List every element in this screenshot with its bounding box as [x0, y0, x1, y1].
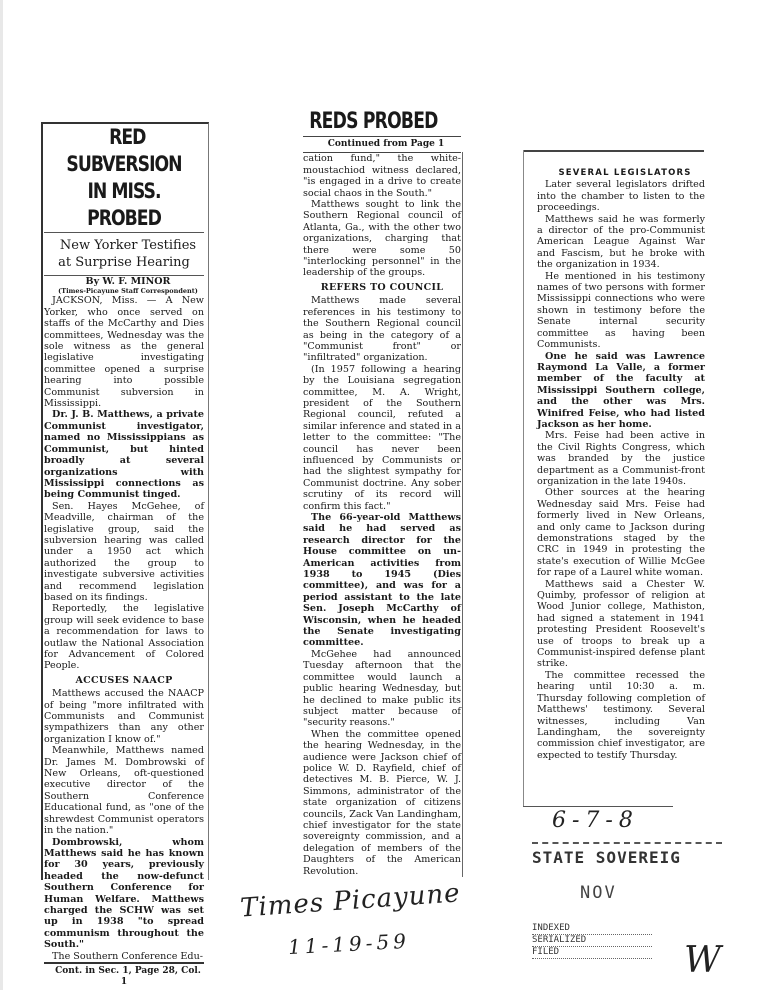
paragraph: When the committee opened the hearing Wednesday, in the audience were Jackson chief of police W. D. Rayfield, chief of detectives M. B. Pierce, W. J. Simmons, administrator of the state organization of citizens councils, Zack Van Landingham, chief investigator for the state sovereignty commission, and a delegation of members of the Daughters of the American Revolution.	[303, 728, 461, 877]
middle-column-rule	[462, 152, 463, 877]
left-article	[44, 124, 204, 989]
stamp-row-filed: FILED	[532, 947, 652, 959]
paragraph: JACKSON, Miss. — A New Yorker, who once served on staffs of the McCarthy and Dies committees, Wednesday was the sole witness as the general legislative investigating committee opened a surprise hearing into possible Communist subversion in Mississippi.	[44, 295, 204, 410]
paragraph: Reportedly, the legislative group will seek evidence to base a recommendation for laws to outlaw the National Association for Advancement of Colored People.	[44, 603, 204, 672]
paragraph: Matthews said a Chester W. Quimby, professor of religion at Wood Junior college, Mathiston, had signed a statement in 1941 protesting President Roosevelt's use of troops to break up a Communist-inspired defense plant strike.	[537, 578, 705, 670]
handwritten-initials: W	[684, 940, 722, 981]
right-subhead: SEVERAL LEGISLATORS	[558, 168, 692, 178]
paragraph: The committee recessed the hearing until 10:30 a. m. Thursday following completion of Matthews' testimony. Several witnesses, including Van Landingham, the sovereignty commission chief investigator, are expected to testify Thursday.	[537, 669, 705, 761]
paragraph: He mentioned in his testimony names of two persons with former Mississippi connections who were shown in testimony before the Senate internal security committee as having been Communists.	[537, 270, 705, 351]
handwritten-date: 6-7-8	[552, 808, 639, 833]
paragraph: Matthews said he was formerly a director of the pro-Communist American League Against War and Fascism, but he broke with the organization in 1934.	[537, 213, 705, 271]
paragraph: The 66-year-old Matthews said he had served as research director for the House committee on un-American activities from 1938 to 1945 (Dies committee), and was for a period assistant to the late Sen. Joseph McCarthy of Wisconsin, when he headed the Senate investigating committee.	[303, 512, 461, 649]
handwritten-paper-name: Times Picayune	[239, 878, 462, 924]
middle-subhead: REFERS TO COUNCIL	[320, 281, 444, 293]
left-jump-line: Cont. in Sec. 1, Page 28, Col. 1	[44, 962, 204, 989]
left-subhead: ACCUSES NAACP	[75, 674, 173, 686]
paragraph: cation fund," the white-moustachiod witness declared, "is engaged in a drive to create social chaos in the South."	[303, 153, 461, 199]
paragraph: Meanwhile, Matthews named Dr. James M. Dombrowski of New Orleans, oft-questioned executive director of the Southern Conference Educational fund, as "one of the shrewdest Communist operators in the nation."	[44, 745, 204, 837]
stamp-title: STATE SOVEREIG	[532, 842, 722, 867]
middle-body-1	[303, 153, 461, 278]
stamp-month: NOV	[580, 883, 617, 903]
paragraph: The Southern Conference Edu-	[52, 950, 203, 962]
middle-article	[303, 108, 461, 877]
paragraph: Mrs. Feise had been active in the Civil Rights Congress, which was branded by the justice department as a Communist-front organization in the late 1940s.	[537, 430, 705, 487]
left-body-2	[44, 688, 204, 962]
left-deck: New Yorker Testifies at Surprise Hearing	[44, 232, 204, 276]
middle-headline: REDS PROBED	[309, 109, 438, 134]
paragraph: Matthews accused the NAACP of being "more infiltrated with Communists and Communist sympathizers than any other organization I know of."	[44, 688, 204, 745]
paragraph: (In 1957 following a hearing by the Louisiana segregation committee, M. A. Wright, president of the Southern Regional council, refuted a similar inference and stated in a letter to the committee: "The council has never been influenced by Communists or had the slightest sympathy for Communist doctrine. Any sober scrutiny of its record will confirm this fact."	[303, 363, 461, 512]
paragraph: Dombrowski, whom Matthews said he has known for 30 years, previously headed the now-defunct Southern Conference for Human Welfare. Matthews charged the SCHW was set up in 1938 "to spread communism throughout the South."	[44, 836, 204, 951]
stamp-row-serialized: SERIALIZED	[532, 935, 652, 947]
paragraph: Dr. J. B. Matthews, a private Communist investigator, named no Mississippians as Communist, but hinted broadly at several organizations with Mississippi connections as being Communist tinged.	[44, 409, 204, 501]
handwritten-clip-date: 11-19-59	[287, 928, 411, 960]
left-agency: (Times-Picayune Staff Correspondent)	[58, 287, 198, 296]
right-column-bottom-rule	[523, 806, 673, 807]
right-column-top-rule	[524, 150, 704, 152]
right-column-left-rule	[523, 150, 524, 806]
right-article	[537, 168, 705, 761]
scan-mark-left	[0, 0, 3, 990]
paragraph: One he said was Lawrence Raymond La Valle, a former member of the faculty at Mississippi Southern college, and the other was Mrs. Winifred Feise, who had listed Jackson as her home.	[537, 350, 705, 430]
paragraph: Other sources at the hearing Wednesday said Mrs. Feise had formerly lived in New Orleans, and only came to Jackson during demonstrations staged by the CRC in 1949 in protesting the state's execution of Willie McGee for rape of a Laurel white woman.	[537, 487, 705, 579]
paragraph: Later several legislators drifted into the chamber to listen to the proceedings.	[537, 179, 705, 214]
paragraph: Matthews made several references in his testimony to the Southern Regional council as being in the category of a "Communist front" or "infiltrated" organization.	[303, 295, 461, 364]
paragraph: Sen. Hayes McGehee, of Meadville, chairman of the legislative group, said the subversion hearing was called under a 1950 act which authorized the group to investigate subversive activities and recommend legislation based on its findings.	[44, 500, 204, 603]
paragraph: Matthews sought to link the Southern Regional council of Atlanta, Ga., with the other two organizations, charging that there were some 50 "interlocking personnel" in the leadership of the groups.	[303, 199, 461, 279]
left-byline: By W. F. MINOR	[85, 276, 171, 287]
stamp-row-indexed: INDEXED	[532, 923, 652, 935]
paragraph: McGehee had announced Tuesday afternoon that the committee would launch a public hearing Wednesday, but he declined to make public its subject matter because of "security reasons."	[303, 648, 461, 729]
middle-body-2	[303, 295, 461, 877]
left-body-1	[44, 295, 204, 671]
middle-continued-line: Continued from Page 1	[303, 136, 461, 153]
left-headline: RED SUBVERSION IN MISS. PROBED	[66, 125, 182, 230]
